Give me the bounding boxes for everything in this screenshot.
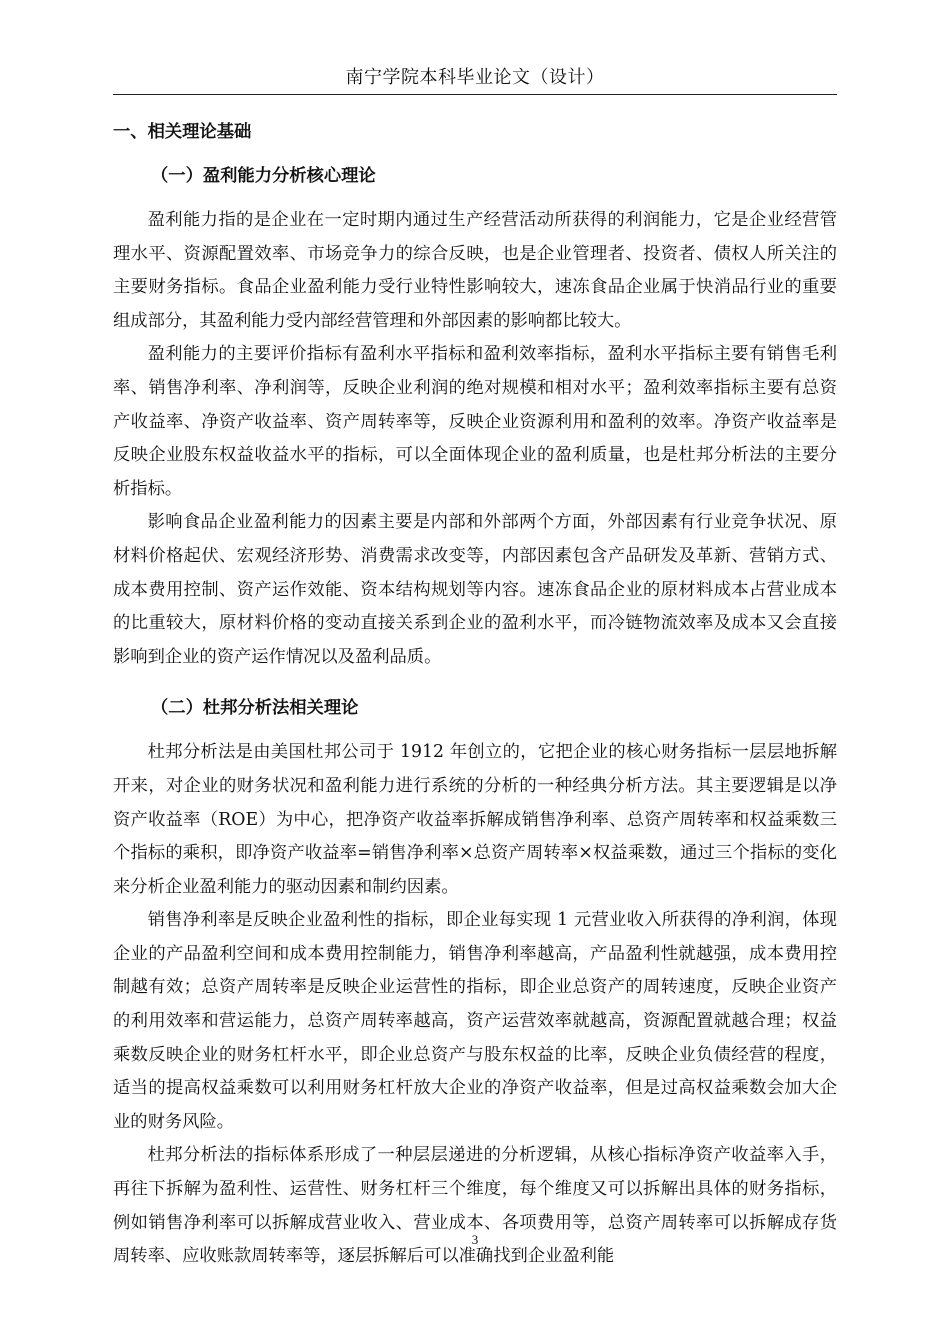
page-header: [113, 62, 837, 95]
paragraph: 销售净利率是反映企业盈利性的指标，即企业每实现 1 元营业收入所获得的净利润，体现企业的产品盈利空间和成本费用控制能力，销售净利率越高，产品盈利性就越强，成本费用控制越有效；总资产周转率是反映企业运营性的指标，即企业总资产的周转速度，反映企业资产的利用效率和营运能力，总资产周转率越高，资产运营效率就越高，资源配置就越合理；权益乘数反映企业的财务杠杆水平，即企业总资产与股东权益的比率，反映企业负债经营的程度，适当的提高权益乘数可以利用财务杠杆放大企业的净资产收益率，但是过高权益乘数会加大企业的财务风险。: [113, 910, 837, 1132]
header-title: 南宁学院本科毕业论文（设计）: [345, 67, 605, 88]
subsection-heading-2: （二）杜邦分析法相关理论: [151, 698, 359, 719]
subsection-heading-1: （一）盈利能力分析核心理论: [151, 166, 376, 186]
paragraph: 盈利能力指的是企业在一定时期内通过生产经营活动所获得的利润能力，它是企业经营管理水平、资源配置效率、市场竞争力的综合反映，也是企业管理者、投资者、债权人所关注的主要财务指标。食品企业盈利能力受行业特性影响较大，速冻食品企业属于快消品行业的重要组成部分，其盈利能力受内部经营管理和外部因素的影响都比较大。: [113, 210, 837, 331]
paragraph: 影响食品企业盈利能力的因素主要是内部和外部两个方面，外部因素有行业竞争状况、原材料价格起伏、宏观经济形势、消费需求改变等，内部因素包含产品研发及革新、营销方式、成本费用控制、资产运作效能、资本结构规划等内容。速冻食品企业的原材料成本占营业成本的比重较大，原材料价格的变动直接关系到企业的盈利水平，而冷链物流效率及成本又会直接影响到企业的资产运作情况以及盈利品质。: [113, 512, 837, 667]
paragraph: 杜邦分析法是由美国杜邦公司于 1912 年创立的，它把企业的核心财务指标一层层地拆解开来，对企业的财务状况和盈利能力进行系统的分析的一种经典分析方法。其主要逻辑是以净资产收益率（ROE）为中心，把净资产收益率拆解成销售净利率、总资产周转率和权益乘数三个指标的乘积，即净资产收益率=销售净利率×总资产周转率×权益乘数，通过三个指标的变化来分析企业盈利能力的驱动因素和制约因素。: [113, 742, 837, 897]
paragraph: 盈利能力的主要评价指标有盈利水平指标和盈利效率指标，盈利水平指标主要有销售毛利率、销售净利率、净利润等，反映企业利润的绝对规模和相对水平；盈利效率指标主要有总资产收益率、净资产收益率、资产周转率等，反映企业资源利用和盈利的效率。净资产收益率是反映企业股东权益收益水平的指标，可以全面体现企业的盈利质量，也是杜邦分析法的主要分析指标。: [113, 344, 837, 499]
page-number: 3: [471, 1232, 479, 1247]
paragraph: 杜邦分析法的指标体系形成了一种层层递进的分析逻辑，从核心指标净资产收益率入手，再往下拆解为盈利性、运营性、财务杠杆三个维度，每个维度又可以拆解出具体的财务指标，例如销售净利率可以拆解成营业收入、营业成本、各项费用等，总资产周转率可以拆解成存货周转率、应收账款周转率等，逐层拆解后可以准确找到企业盈利能: [113, 1145, 837, 1267]
main-content: [113, 112, 837, 1274]
section-heading: 一、相关理论基础: [113, 122, 252, 142]
